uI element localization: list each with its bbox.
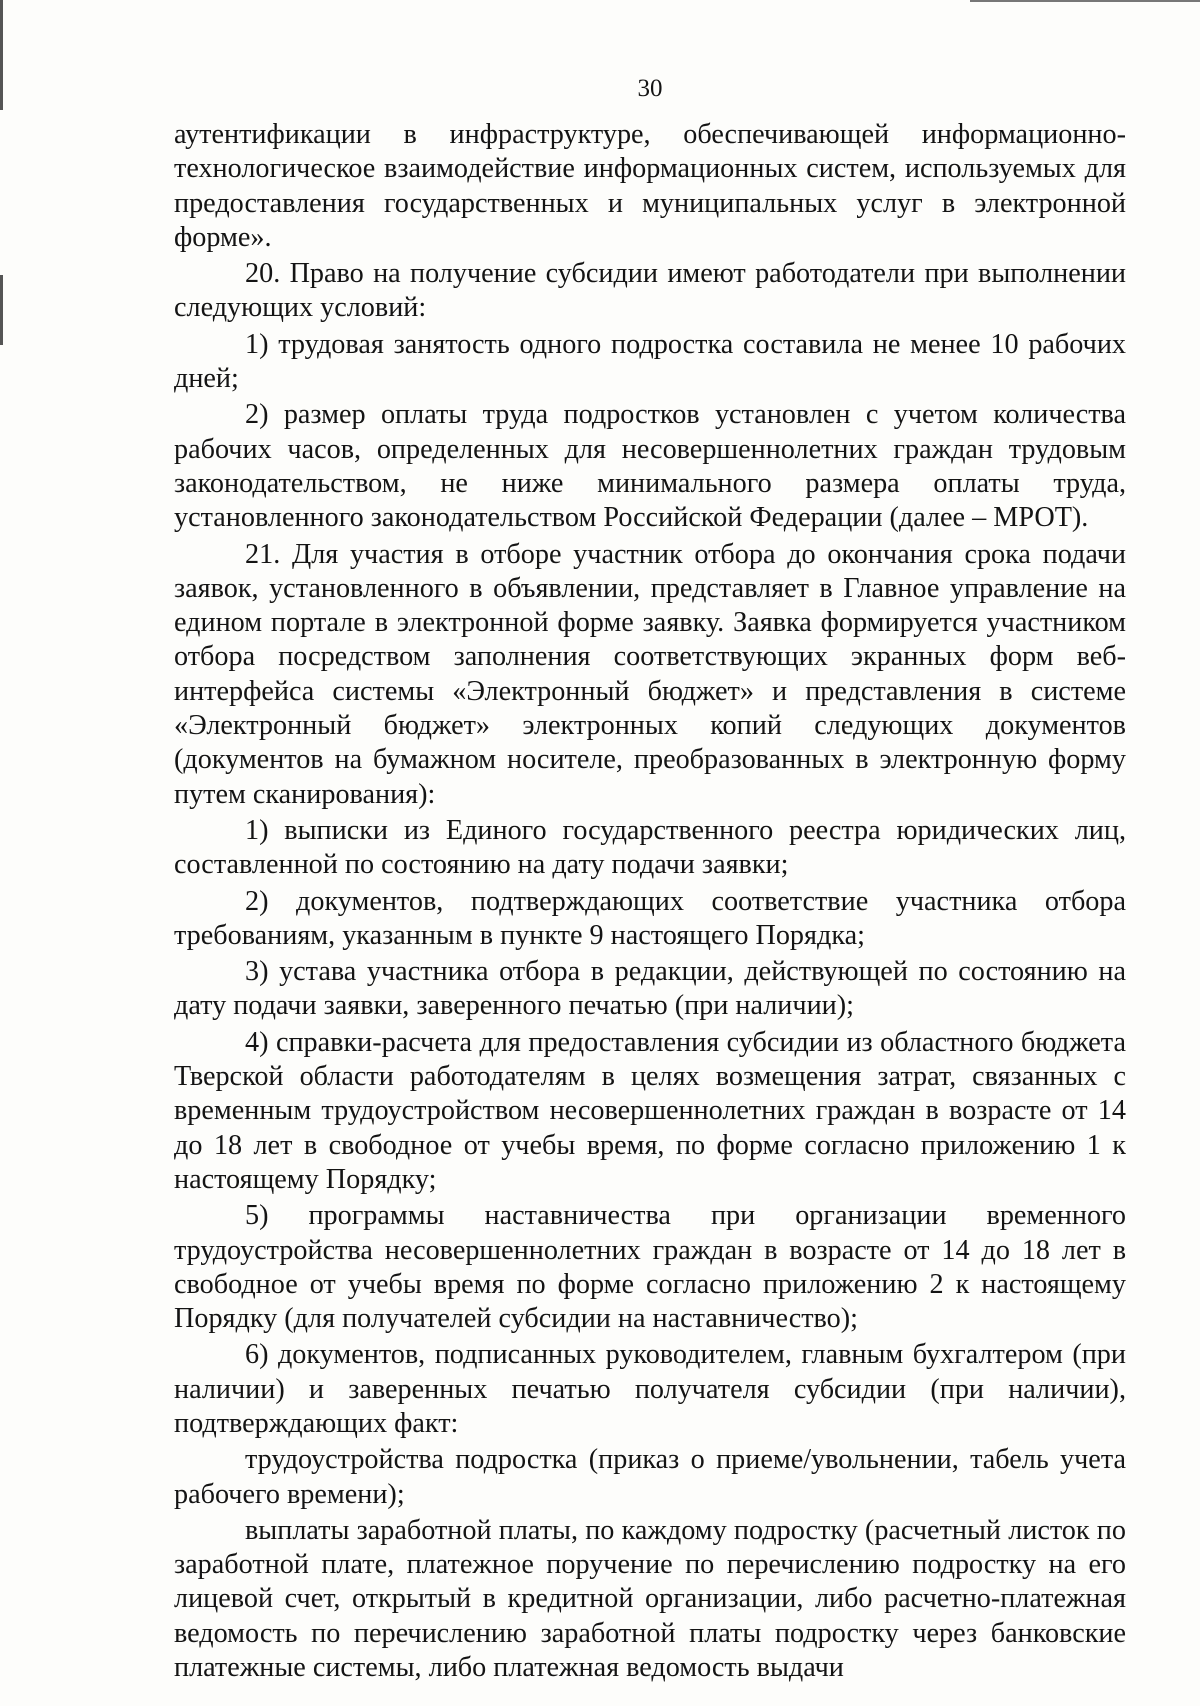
paragraph-clause-21-item-2: 2) документов, подтверждающих соответствие участника отбора требованиям, указанным в пункте 9 настоящего Порядка;	[174, 885, 1126, 951]
paragraph-clause-21-item-5: 5) программы наставничества при организации временного трудоустройства несовершеннолетних граждан в возрасте от 14 до 18 лет в свободное от учебы время по форме согласно приложению 2 к настоящему Порядку (для получателей субсидии на наставничество);	[174, 1200, 1126, 1335]
page-number: 30	[637, 75, 663, 102]
paragraph-item-6-employment: трудоустройства подростка (приказ о приеме/увольнении, табель учета рабочего времени);	[174, 1444, 1126, 1510]
paragraph-clause-20-item-2: 2) размер оплаты труда подростков установлен с учетом количества рабочих часов, определенных для несовершеннолетних граждан трудовым законодательством, не ниже минимального размера оплаты труда, установленного законодательством Российской Федерации (далее – МРОТ).	[174, 399, 1126, 534]
document-body	[174, 118, 1126, 1687]
paragraph-clause-20: 20. Право на получение субсидии имеют работодатели при выполнении следующих условий:	[174, 258, 1126, 324]
paragraph-clause-20-item-1: 1) трудовая занятость одного подростка составила не менее 10 рабочих дней;	[174, 328, 1126, 395]
paragraph-clause-21-item-1: 1) выписки из Единого государственного реестра юридических лиц, составленной по состоянию на дату подачи заявки;	[174, 814, 1126, 881]
paragraph-item-6-salary: выплаты заработной платы, по каждому подростку (расчетный листок по заработной плате, платежное поручение по перечислению подростку на его лицевой счет, открытый в кредитной организации, либо расчетно-платежная ведомость по перечислению заработной платы подростку через банковские платежные системы, либо платежная ведомость выдачи	[174, 1514, 1126, 1684]
paragraph-continuation: аутентификации в инфраструктуре, обеспечивающей информационно-технологическое взаимодействие информационных систем, используемых для предоставления государственных и муниципальных услуг в электронной форме».	[174, 119, 1126, 253]
paragraph-clause-21-item-4: 4) справки-расчета для предоставления субсидии из областного бюджета Тверской области работодателям в целях возмещения затрат, связанных с временным трудоустройством несовершеннолетних граждан в возрасте от 14 до 18 лет в свободное от учебы время, по форме согласно приложению 1 к настоящему Порядку;	[174, 1026, 1126, 1195]
scan-edge-mark	[970, 0, 1200, 2]
paragraph-clause-21-item-6: 6) документов, подписанных руководителем, главным бухгалтером (при наличии) и заверенных печатью получателя субсидии (при наличии), подтверждающих факт:	[174, 1339, 1126, 1439]
paragraph-clause-21-item-3: 3) устава участника отбора в редакции, действующей по состоянию на дату подачи заявки, заверенного печатью (при наличии);	[174, 956, 1126, 1022]
paragraph-clause-21: 21. Для участия в отборе участник отбора до окончания срока подачи заявок, установленного в объявлении, представляет в Главное управление на едином портале в электронной форме заявку. Заявка формируется участником отбора посредством заполнения соответствующих экранных форм веб-интерфейса системы «Электронный бюджет» и представления в системе «Электронный бюджет» электронных копий следующих документов (документов на бумажном носителе, преобразованных в электронную форму путем сканирования):	[174, 538, 1126, 810]
scan-edge-mark	[0, 275, 3, 345]
